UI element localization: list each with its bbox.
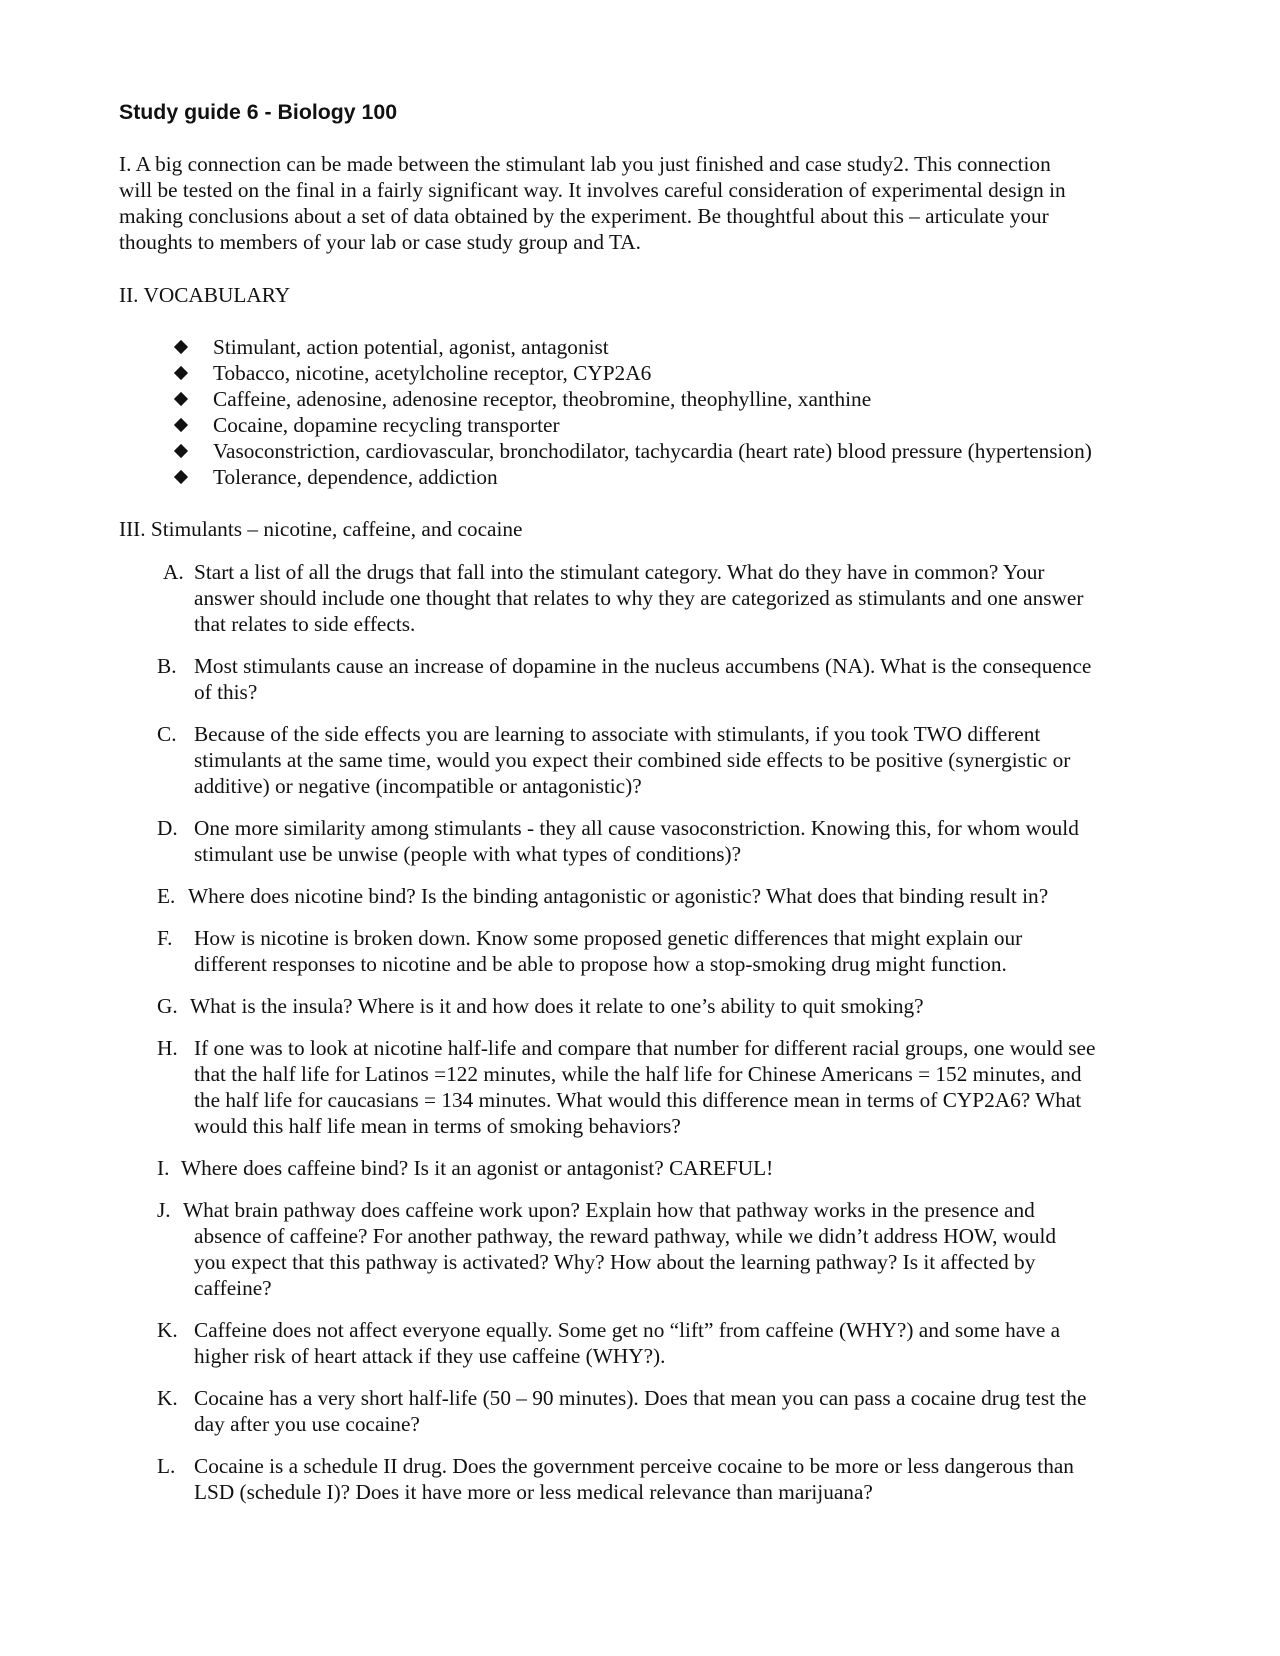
question-line: different responses to nicotine and be able to propose how a stop-smoking drug might function. bbox=[194, 952, 1007, 976]
vocabulary-item-text: Cocaine, dopamine recycling transporter bbox=[213, 413, 560, 437]
question-letter: I. bbox=[157, 1156, 170, 1180]
question-item bbox=[157, 1453, 1187, 1505]
question-line: the half life for caucasians = 134 minutes. What would this difference mean in terms of CYP2A6? What bbox=[194, 1088, 1082, 1112]
question-line: stimulants at the same time, would you expect their combined side effects to be positive (synergistic or bbox=[194, 748, 1071, 772]
question-line: Where does nicotine bind? Is the binding antagonistic or agonistic? What does that binding result in? bbox=[188, 884, 1049, 908]
intro-line: I. A big connection can be made between the stimulant lab you just finished and case study2. This connection bbox=[119, 152, 1051, 176]
question-item bbox=[157, 1035, 1187, 1139]
question-line: that relates to side effects. bbox=[194, 612, 416, 636]
question-line: One more similarity among stimulants - they all cause vasoconstriction. Knowing this, for whom would bbox=[194, 816, 1079, 840]
question-line: Cocaine has a very short half-life (50 – 90 minutes). Does that mean you can pass a cocaine drug test the bbox=[194, 1386, 1087, 1410]
vocabulary-item-text: Stimulant, action potential, agonist, antagonist bbox=[213, 335, 609, 359]
question-letter: D. bbox=[157, 816, 178, 840]
question-letter: G. bbox=[157, 994, 178, 1018]
question-line: of this? bbox=[194, 680, 258, 704]
question-line: Cocaine is a schedule II drug. Does the government perceive cocaine to be more or less dangerous than bbox=[194, 1454, 1074, 1478]
question-letter: H. bbox=[157, 1036, 178, 1060]
diamond-bullet-icon bbox=[174, 470, 188, 484]
question-line: caffeine? bbox=[194, 1276, 272, 1300]
diamond-bullet-icon bbox=[174, 444, 188, 458]
question-item bbox=[157, 1317, 1187, 1369]
question-line: additive) or negative (incompatible or antagonistic)? bbox=[194, 774, 642, 798]
vocabulary-heading: II. VOCABULARY bbox=[119, 283, 291, 307]
vocabulary-item-text: Tolerance, dependence, addiction bbox=[213, 465, 498, 489]
vocabulary-item-text: Vasoconstriction, cardiovascular, bronchodilator, tachycardia (heart rate) blood pressure (hypertension) bbox=[213, 439, 1092, 463]
question-item bbox=[157, 1155, 1187, 1181]
question-line: Start a list of all the drugs that fall into the stimulant category. What do they have in common? Your bbox=[194, 560, 1045, 584]
question-item bbox=[157, 993, 1187, 1019]
diamond-bullet-icon bbox=[174, 340, 188, 354]
stimulants-heading: III. Stimulants – nicotine, caffeine, and cocaine bbox=[119, 517, 523, 541]
question-item bbox=[157, 815, 1187, 867]
question-letter: K. bbox=[157, 1318, 178, 1342]
vocabulary-item-text: Tobacco, nicotine, acetylcholine receptor, CYP2A6 bbox=[213, 361, 652, 385]
question-line: absence of caffeine? For another pathway, the reward pathway, while we didn’t address HOW, would bbox=[194, 1224, 1057, 1248]
diamond-bullet-icon bbox=[174, 392, 188, 406]
vocabulary-item-text: Caffeine, adenosine, adenosine receptor, theobromine, theophylline, xanthine bbox=[213, 387, 872, 411]
intro-line: making conclusions about a set of data obtained by the experiment. Be thoughtful about this – articulate your bbox=[119, 204, 1049, 228]
question-line: Where does caffeine bind? Is it an agonist or antagonist? CAREFUL! bbox=[181, 1156, 774, 1180]
intro-line: will be tested on the final in a fairly significant way. It involves careful consideration of experimental design in bbox=[119, 178, 1066, 202]
question-line: stimulant use be unwise (people with what types of conditions)? bbox=[194, 842, 742, 866]
diamond-bullet-icon bbox=[174, 366, 188, 380]
question-item bbox=[157, 1197, 1187, 1301]
question-letter: B. bbox=[157, 654, 177, 678]
question-line: higher risk of heart attack if they use caffeine (WHY?). bbox=[194, 1344, 666, 1368]
question-line: Most stimulants cause an increase of dopamine in the nucleus accumbens (NA). What is the consequence bbox=[194, 654, 1092, 678]
question-item bbox=[157, 721, 1187, 799]
question-line: would this half life mean in terms of smoking behaviors? bbox=[194, 1114, 681, 1138]
page-title: Study guide 6 - Biology 100 bbox=[119, 100, 398, 124]
question-letter: E. bbox=[157, 884, 176, 908]
question-line: What brain pathway does caffeine work upon? Explain how that pathway works in the presence and bbox=[183, 1198, 1035, 1222]
question-line: If one was to look at nicotine half-life and compare that number for different racial groups, one would see bbox=[194, 1036, 1096, 1060]
question-item bbox=[157, 559, 1187, 637]
intro-line: thoughts to members of your lab or case study group and TA. bbox=[119, 230, 641, 254]
question-line: Caffeine does not affect everyone equally. Some get no “lift” from caffeine (WHY?) and some have a bbox=[194, 1318, 1061, 1342]
question-line: What is the insula? Where is it and how does it relate to one’s ability to quit smoking? bbox=[190, 994, 924, 1018]
question-item bbox=[157, 925, 1187, 977]
question-letter: F. bbox=[157, 926, 173, 950]
question-line: that the half life for Latinos =122 minutes, while the half life for Chinese Americans = 152 minutes, and bbox=[194, 1062, 1082, 1086]
question-item bbox=[157, 653, 1187, 705]
question-item bbox=[157, 1385, 1187, 1437]
question-letter: A. bbox=[163, 560, 184, 584]
question-letter: L. bbox=[157, 1454, 176, 1478]
question-line: answer should include one thought that relates to why they are categorized as stimulants and one answer bbox=[194, 586, 1084, 610]
question-letter: C. bbox=[157, 722, 177, 746]
question-line: Because of the side effects you are learning to associate with stimulants, if you took TWO different bbox=[194, 722, 1041, 746]
question-line: LSD (schedule I)? Does it have more or less medical relevance than marijuana? bbox=[194, 1480, 873, 1504]
intro-paragraph bbox=[119, 151, 1179, 255]
question-letter: K. bbox=[157, 1386, 178, 1410]
question-line: day after you use cocaine? bbox=[194, 1412, 420, 1436]
diamond-bullet-icon bbox=[174, 418, 188, 432]
question-item bbox=[157, 883, 1187, 909]
question-line: you expect that this pathway is activated? Why? How about the learning pathway? Is it affected by bbox=[194, 1250, 1036, 1274]
question-letter: J. bbox=[157, 1198, 171, 1222]
question-line: How is nicotine is broken down. Know some proposed genetic differences that might explain our bbox=[194, 926, 1023, 950]
